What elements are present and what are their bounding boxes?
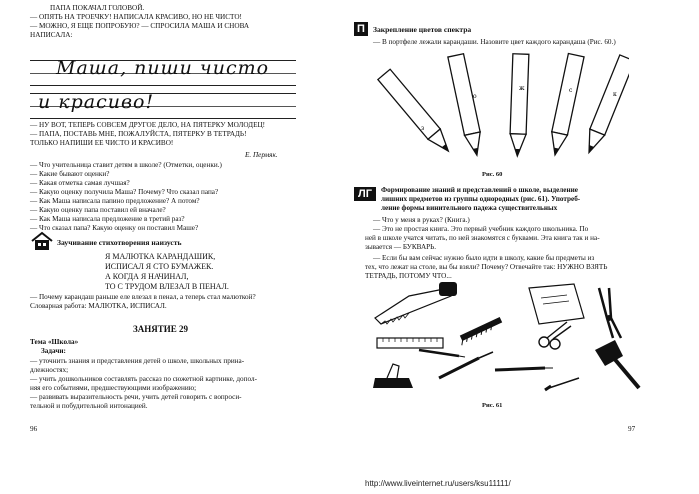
pencil-4 (547, 54, 584, 157)
section2-heading-3: ление формы винительного падежа существительных (381, 204, 558, 212)
pencils-figure (369, 48, 629, 172)
pencil-letter-5: к (613, 91, 617, 98)
story-line-3: — МОЖНО, Я ЕЩЕ ПОПРОБУЮ? — СПРОСИЛА МАША И СНОВА (30, 22, 250, 30)
watermark-url[interactable]: http://www.liveinternet.ru/users/ksu11111/ (365, 479, 511, 488)
scissors-icon (539, 322, 571, 349)
question-3: — Какая отметка самая лучшая? (30, 179, 130, 187)
tasks-label: Задачи: (41, 347, 66, 355)
author: Е. Пермяк. (245, 151, 278, 159)
task-line-3: — учить дошкольников составлять рассказ по сюжетной картинке, допол- (30, 375, 257, 383)
poem-line-4: ТО С ТРУДОМ ВЛЕЗАЛ В ПЕНАЛ. (105, 282, 229, 291)
pencil-icon (495, 368, 553, 370)
story-line-7: ТОЛЬКО НАПИШИ ЕЕ ЧИСТО И КРАСИВО! (30, 139, 174, 147)
section2-text-3: ней в школе учатся читать, по ней знакомятся с буквами. Эта книга так и на- (365, 234, 600, 242)
story-line-6: — ПАПА, ПОСТАВЬ МНЕ, ПОЖАЛУЙСТА, ПЯТЕРКУ В ТЕТРАДЬ! (30, 130, 247, 138)
question-8: — Что сказал папа? Какую оценку он поставил Маше? (30, 224, 199, 232)
left-page (0, 0, 349, 494)
school-items-figure (369, 278, 674, 400)
question-5: — Как Маша написала папино предложение? А потом? (30, 197, 200, 205)
brush-icon (545, 378, 579, 390)
badge-lg: ЛГ (354, 187, 376, 201)
lesson-theme: Тема «Школа» (30, 338, 79, 346)
poem-line-1: Я МАЛЮТКА КАРАНДАШИК, (105, 252, 216, 261)
section2-text-7: ТЕТРАДЬ, ПОТОМУ ЧТО... (365, 272, 452, 280)
story-line-5: — НУ ВОТ, ТЕПЕРЬ СОВСЕМ ДРУГОЕ ДЕЛО, НА ПЯТЕРКУ МОЛОДЕЦ! (30, 121, 266, 129)
section2-text-6: тех, что лежат на столе, вы бы взяли? Почему? Отвечайте так: НУЖНО ВЗЯТЬ (365, 263, 608, 271)
lesson-title: ЗАНЯТИЕ 29 (133, 324, 189, 334)
pencil-letter-4: с (569, 87, 573, 94)
pencil-5 (582, 55, 629, 156)
right-page (349, 0, 699, 494)
handwriting-line-2: и красиво! (38, 91, 155, 113)
section1-text: — В портфеле лежали карандаши. Назовите цвет каждого карандаша (Рис. 60.) (373, 38, 616, 46)
saw-icon (375, 282, 457, 324)
poem-line-2: ИСПИСАЛ Я СТО БУМАЖЕК. (105, 262, 214, 271)
question-2: — Какие бывают оценки? (30, 170, 110, 178)
task-line-1: — уточнить знания и представления детей о школе, школьных прина- (30, 357, 245, 365)
story-line-4: НАПИСАЛА: (30, 31, 73, 39)
book-icon (529, 284, 584, 324)
comb-icon (460, 317, 502, 345)
chisel-icon (439, 352, 493, 378)
pen-icon (419, 350, 465, 357)
task-line-2: длежностях; (30, 366, 69, 374)
ruler-icon (377, 338, 443, 348)
task-line-4: няя его событиями, предшествующими изображению; (30, 384, 197, 392)
poem-question: — Почему карандаш раньше еле влезал в пенал, а теперь стал малюткой? (30, 293, 256, 301)
story-line-2: — ОПЯТЬ НА ТРОЕЧКУ! НАПИСАЛА КРАСИВО, НО НЕ ЧИСТО! (30, 13, 242, 21)
section2-heading-1: Формирование знаний и представлений о школе, выделение (381, 186, 578, 194)
memorize-heading: Заучивание стихотворения наизусть (57, 238, 182, 247)
page-number-left: 96 (30, 425, 38, 433)
pencil-1 (378, 69, 455, 156)
question-1: — Что учительница ставит детям в школе? (Отметки, оценки.) (30, 161, 222, 169)
handwriting-line-1: Маша, пиши чисто (56, 57, 270, 79)
poem-line-3: А КОГДА Я НАЧИНАЛ, (105, 272, 189, 281)
pencil-2 (448, 54, 485, 157)
axe-icon (595, 340, 639, 388)
question-4: — Какую оценку получила Маша? Почему? Что сказал папа? (30, 188, 219, 196)
vocabulary-work: Словарная работа: МАЛЮТКА, ИСПИСАЛ. (30, 302, 167, 310)
section2-text-1: — Что у меня в руках? (Книга.) (373, 216, 470, 224)
figure-60-caption: Рис. 60 (482, 171, 503, 178)
pliers-icon (599, 288, 621, 338)
badge-p: П (354, 22, 368, 36)
question-7: — Как Маша написала предложение в третий раз? (30, 215, 185, 223)
section1-heading: Закрепление цветов спектра (373, 25, 472, 34)
task-line-5: — развивать выразительность речи, учить детей говорить с вопроси- (30, 393, 242, 401)
section2-heading-2: лишних предметов из группы однородных (рис. 61). Употреб- (381, 195, 581, 203)
story-line-1: ПАПА ПОКАЧАЛ ГОЛОВОЙ. (50, 4, 145, 12)
section2-text-5: — Если бы вам сейчас нужно было идти в школу, какие бы предметы из (373, 254, 595, 262)
page-number-right: 97 (628, 425, 636, 433)
pencil-letter-1: з (421, 125, 425, 132)
plane-icon (373, 364, 413, 388)
pencil-letter-3: ж (519, 85, 525, 92)
house-icon (30, 231, 54, 251)
section2-text-4: зывается — БУКВАРЬ. (365, 243, 437, 251)
figure-61-caption: Рис. 61 (482, 402, 503, 409)
question-6: — Какую оценку папа поставил ей вначале? (30, 206, 166, 214)
pencil-letter-2: о (473, 93, 477, 100)
pencil-3 (509, 54, 529, 156)
task-line-6: тельной и побудительной интонацией. (30, 402, 148, 410)
section2-text-2: — Это не простая книга. Это первый учебник каждого школьника. По (373, 225, 589, 233)
